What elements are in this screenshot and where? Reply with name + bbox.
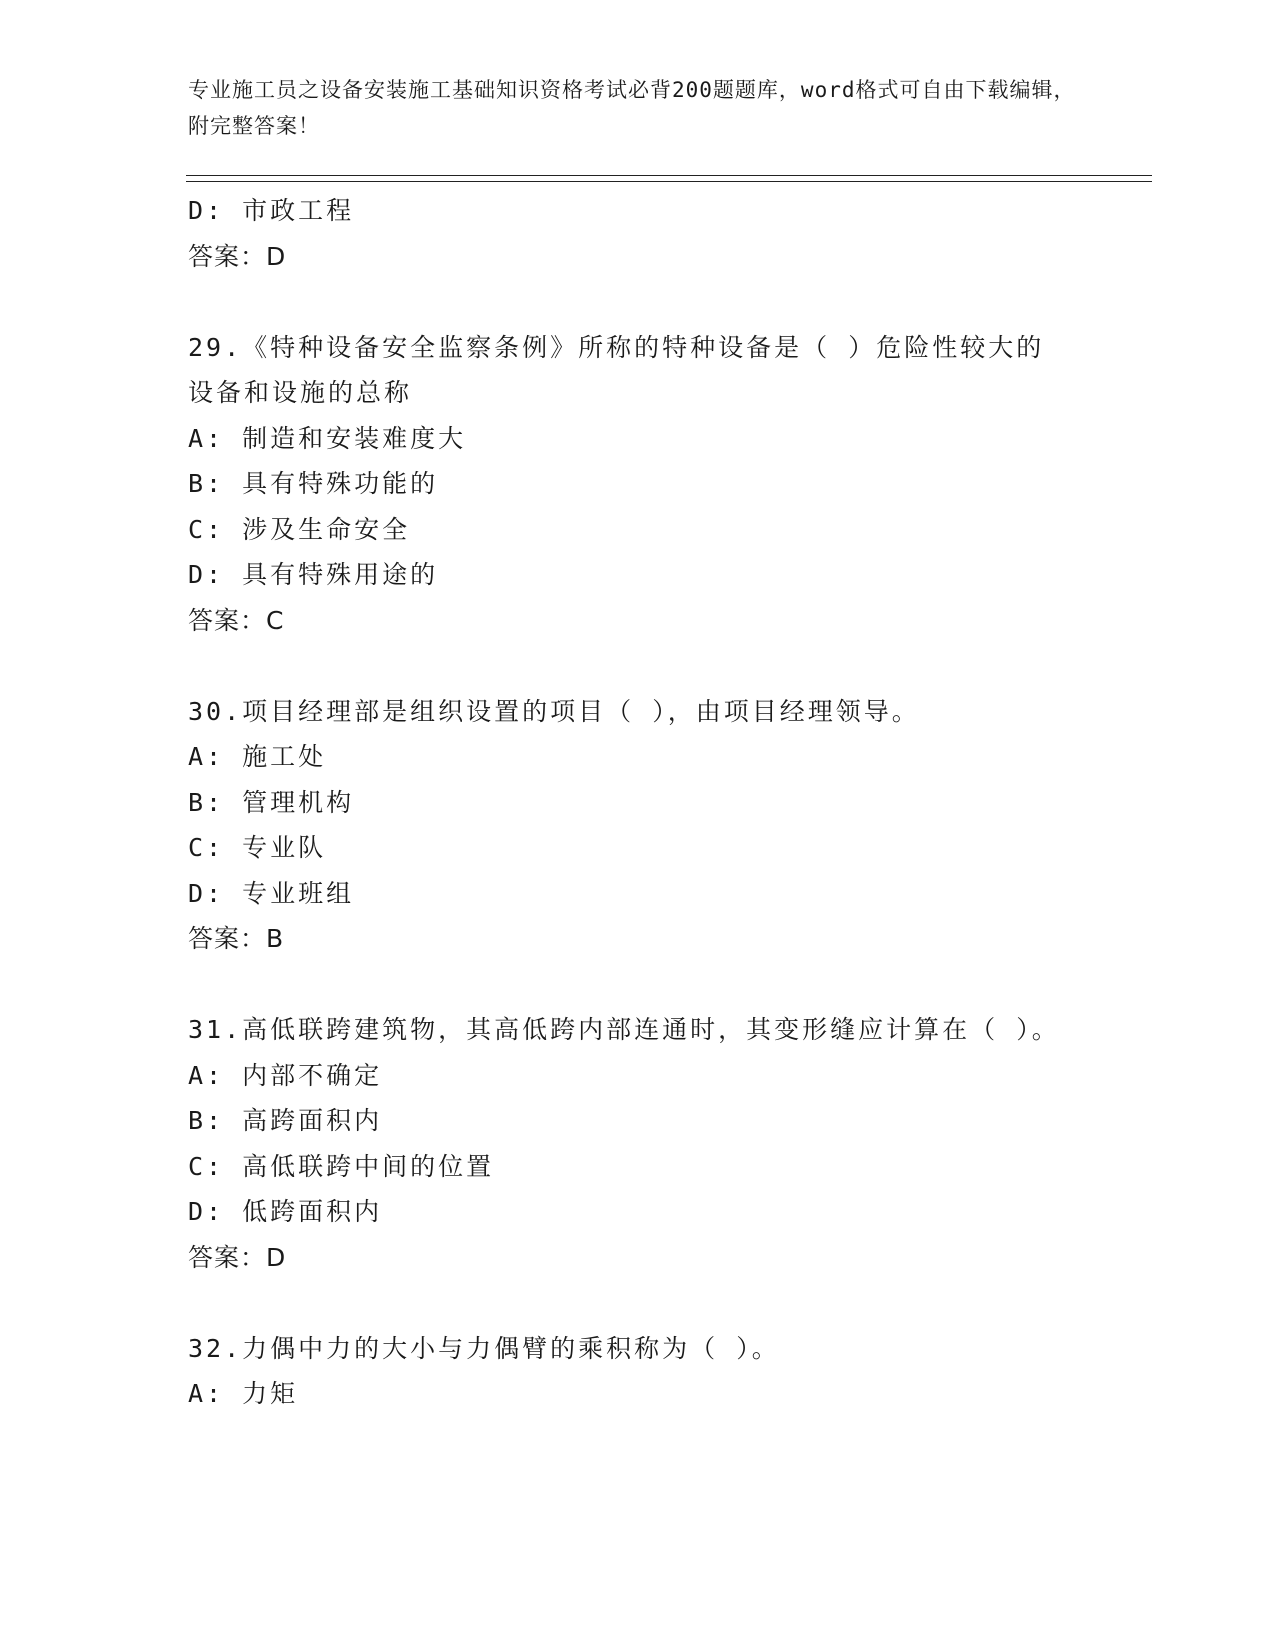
option-c: C: 涉及生命安全 xyxy=(188,514,411,544)
page-header: 专业施工员之设备安装施工基础知识资格考试必背200题题库，word格式可自由下载编辑，附完整答案！ xyxy=(188,78,1076,138)
option-b: B: 具有特殊功能的 xyxy=(188,469,439,498)
spacer xyxy=(188,962,1068,1008)
option-c: C: 高低联跨中间的位置 xyxy=(188,1151,495,1181)
question-text: 31.高低联跨建筑物，其高低跨内部连通时，其变形缝应计算在（ ）。 xyxy=(188,1015,1060,1044)
answer: 答案：C xyxy=(188,605,285,635)
question-32 xyxy=(188,1326,1068,1417)
question-text: 30.项目经理部是组织设置的项目（ ），由项目经理领导。 xyxy=(188,696,920,726)
answer: 答案：D xyxy=(188,1242,287,1272)
spacer xyxy=(188,1280,1068,1326)
option-a: A: 力矩 xyxy=(188,1379,299,1408)
option-a: A: 施工处 xyxy=(188,742,327,771)
option-b: B: 管理机构 xyxy=(188,787,355,817)
option-d: D: 具有特殊用途的 xyxy=(188,560,439,589)
option-b: B: 高跨面积内 xyxy=(188,1106,383,1135)
question-text: 32.力偶中力的大小与力偶臂的乘积称为（ ）。 xyxy=(188,1333,780,1363)
option-a: A: 内部不确定 xyxy=(188,1060,383,1090)
option-d: D: 市政工程 xyxy=(188,196,355,225)
option-d: D: 专业班组 xyxy=(188,878,355,908)
option-c: C: 专业队 xyxy=(188,833,327,862)
answer: 答案：B xyxy=(188,924,285,953)
question-31 xyxy=(188,1007,1068,1280)
header-rule-top xyxy=(186,175,1152,176)
header-rule-bottom xyxy=(186,181,1152,182)
spacer xyxy=(188,643,1068,689)
spacer xyxy=(188,279,1068,325)
option-d: D: 低跨面积内 xyxy=(188,1197,383,1226)
question-29 xyxy=(188,325,1068,644)
question-text: 29.《特种设备安全监察条例》所称的特种设备是（ ）危险性较大的设备和设施的总称 xyxy=(188,332,1045,407)
question-list xyxy=(188,188,1068,1417)
answer: 答案：D xyxy=(188,241,287,271)
question-30 xyxy=(188,689,1068,962)
option-a: A: 制造和安装难度大 xyxy=(188,423,467,453)
